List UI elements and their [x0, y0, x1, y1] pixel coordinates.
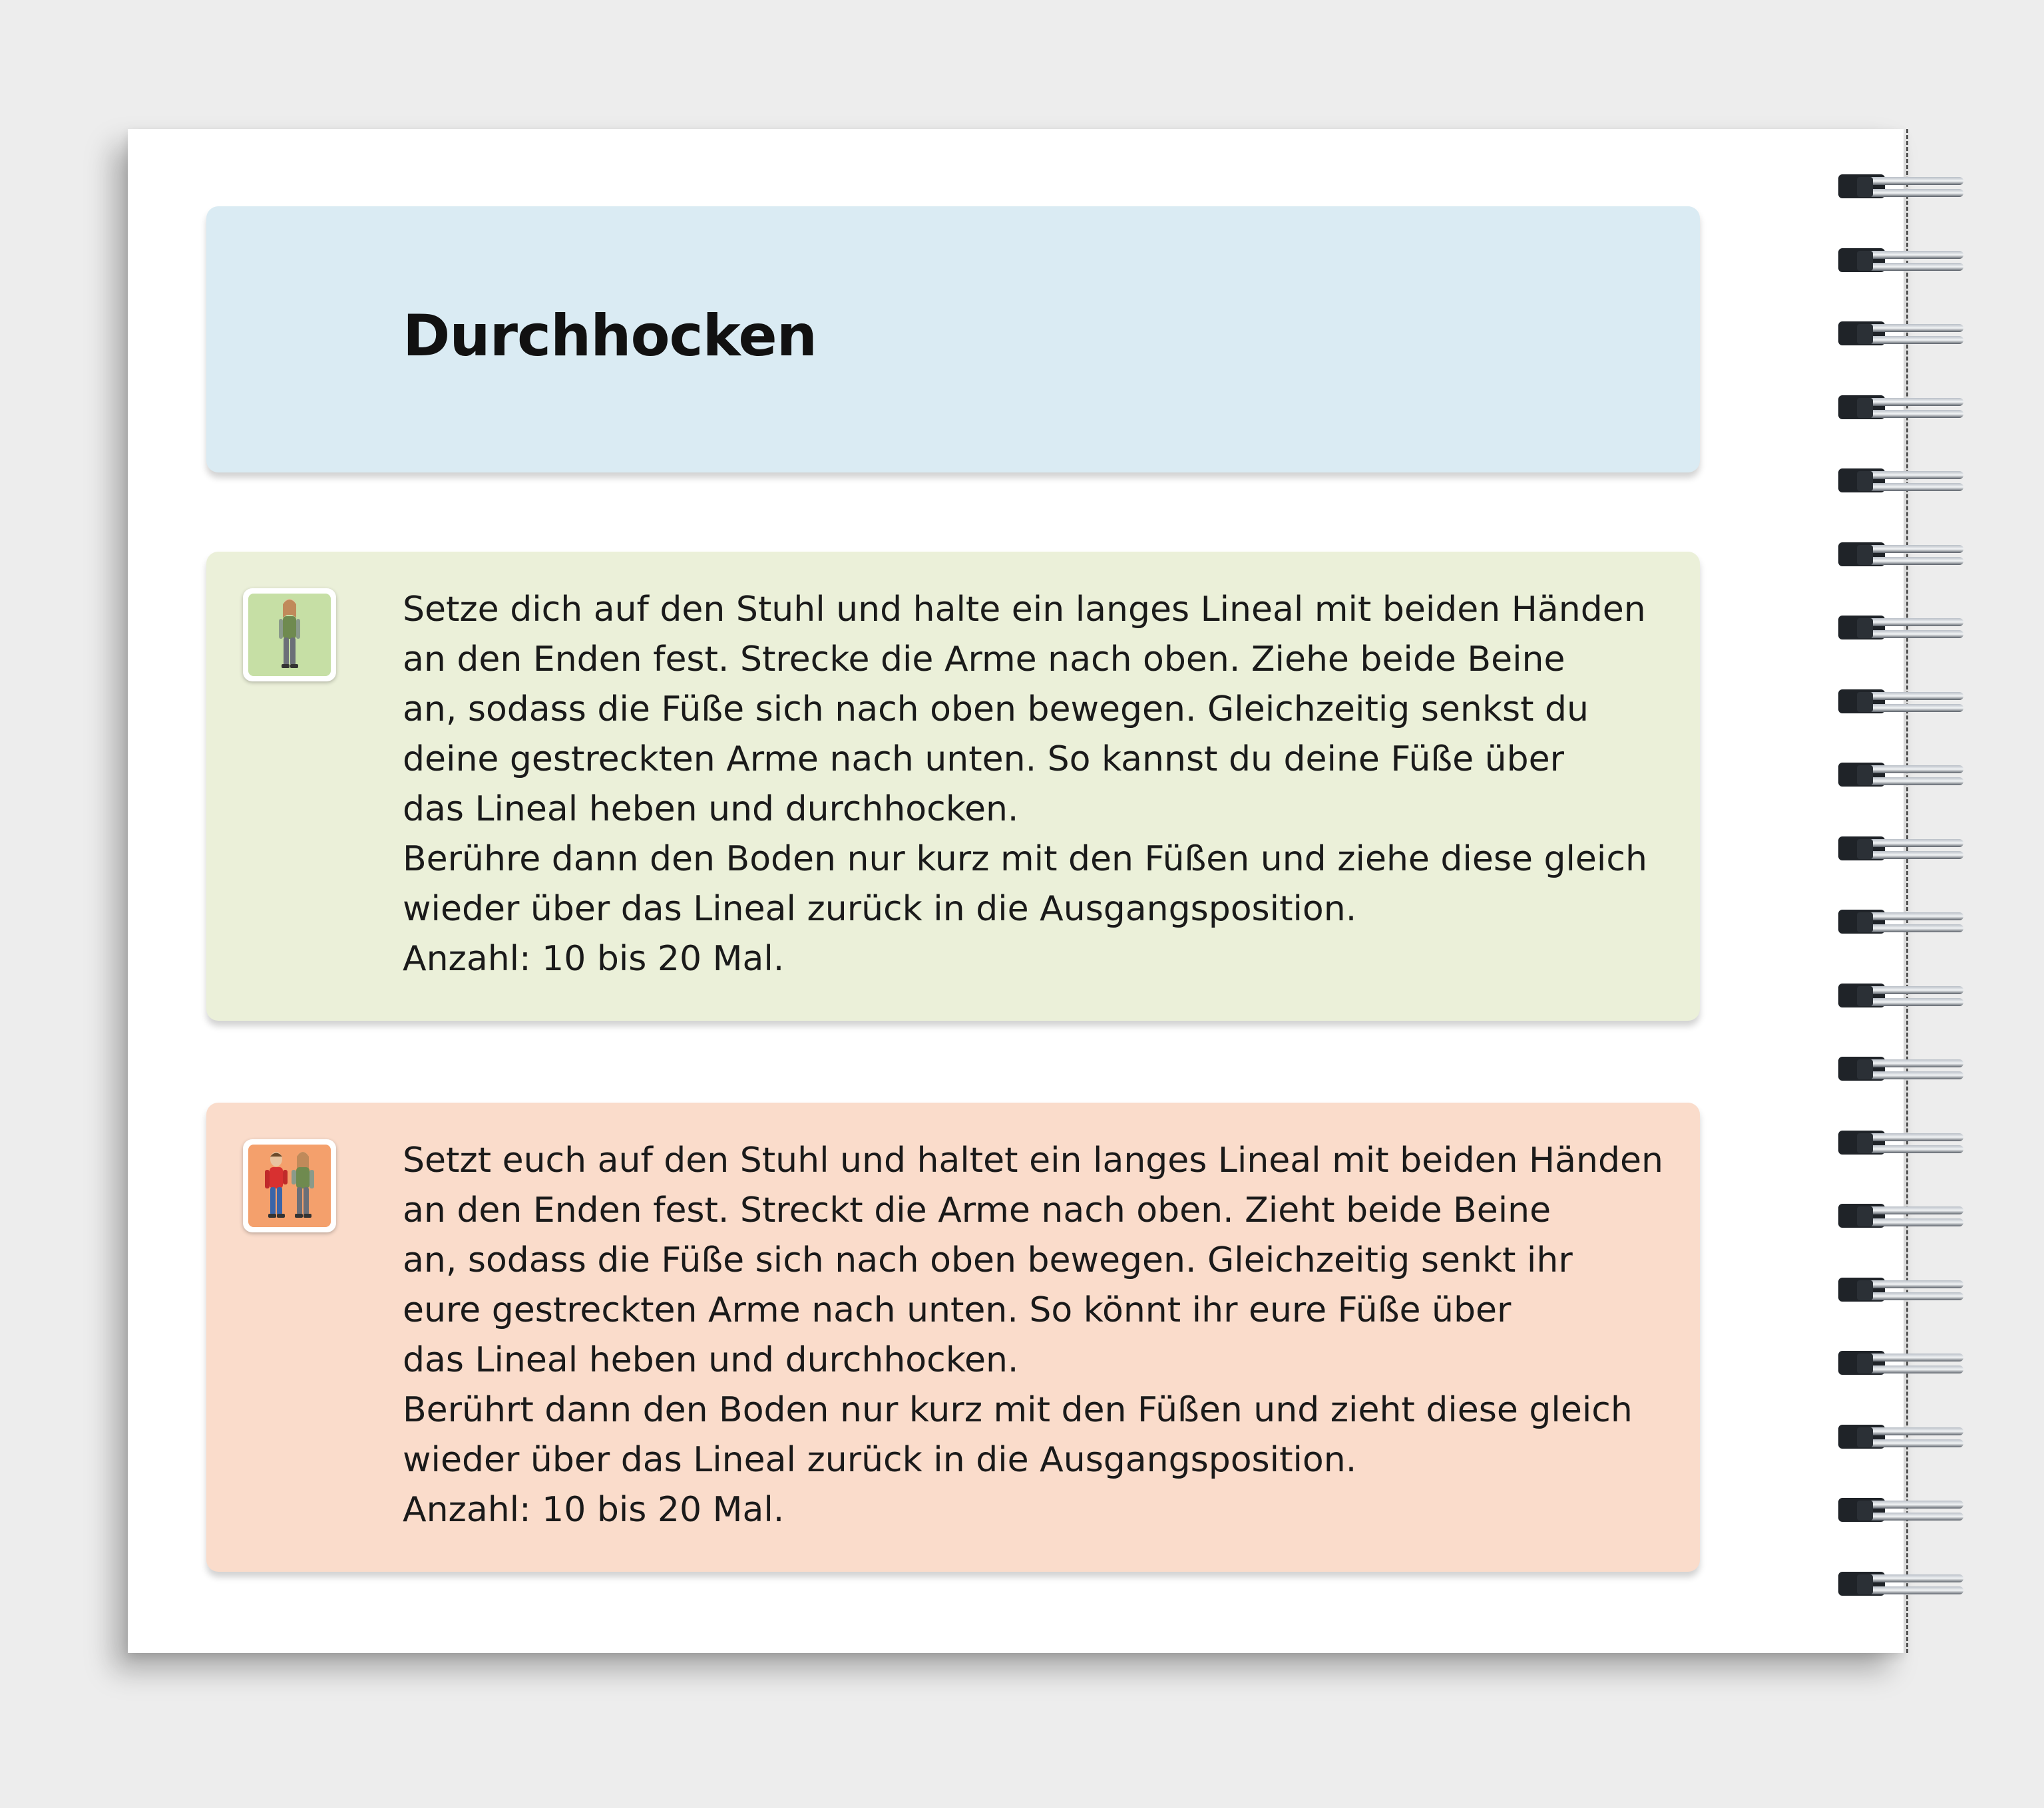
pair-exercise-card [206, 1103, 1700, 1572]
text-line: Setze dich auf den Stuhl und halte ein langes Lineal mit beiden Händen [403, 590, 1646, 630]
notebook-page [128, 129, 1904, 1653]
spiral-coil-icon [1837, 460, 1970, 500]
text-line: Berührt dann den Boden nur kurz mit den Füßen und zieht diese gleich [403, 1390, 1633, 1430]
text-line: deine gestreckten Arme nach unten. So kannst du deine Füße über [403, 739, 1565, 779]
spiral-coil-icon [1837, 1049, 1970, 1089]
single-exercise-card [206, 552, 1700, 1021]
spiral-coil-icon [1837, 1270, 1970, 1310]
title-card [206, 206, 1700, 472]
spiral-coil-icon [1837, 1490, 1970, 1530]
spiral-coil-icon [1837, 755, 1970, 795]
spiral-coil-icon [1837, 681, 1970, 721]
text-line: eure gestreckten Arme nach unten. So könnt ihr eure Füße über [403, 1290, 1512, 1330]
text-line: Berühre dann den Boden nur kurz mit den Füßen und ziehe diese gleich [403, 839, 1647, 879]
spiral-coil-icon [1837, 387, 1970, 427]
spiral-coil-icon [1837, 828, 1970, 868]
spiral-coil-icon [1837, 1564, 1970, 1604]
text-line: an den Enden fest. Streckt die Arme nach oben. Zieht beide Beine [403, 1190, 1551, 1230]
text-line: wieder über das Lineal zurück in die Ausgangsposition. [403, 889, 1357, 929]
single-person-icon [243, 588, 336, 681]
spiral-coil-icon [1837, 166, 1970, 206]
text-line: das Lineal heben und durchhocken. [403, 1340, 1019, 1380]
spiral-coil-icon [1837, 902, 1970, 942]
spiral-coil-icon [1837, 1417, 1970, 1457]
text-line: an, sodass die Füße sich nach oben bewegen. Gleichzeitig senkst du [403, 689, 1589, 729]
spiral-binding [1837, 166, 1970, 1630]
spiral-coil-icon [1837, 534, 1970, 574]
spiral-coil-icon [1837, 1343, 1970, 1383]
two-persons-icon [243, 1139, 336, 1232]
spiral-coil-icon [1837, 1196, 1970, 1236]
text-line: an den Enden fest. Strecke die Arme nach oben. Ziehe beide Beine [403, 639, 1565, 679]
pair-instructions [403, 1136, 1681, 1535]
spiral-coil-icon [1837, 1123, 1970, 1163]
text-line: Anzahl: 10 bis 20 Mal. [403, 1490, 785, 1530]
text-line: das Lineal heben und durchhocken. [403, 789, 1019, 829]
text-line: Anzahl: 10 bis 20 Mal. [403, 939, 785, 979]
spiral-coil-icon [1837, 313, 1970, 353]
single-instructions [403, 585, 1681, 984]
page-title: Durchhocken [403, 303, 817, 369]
text-line: Setzt euch auf den Stuhl und haltet ein langes Lineal mit beiden Händen [403, 1141, 1663, 1180]
spiral-coil-icon [1837, 608, 1970, 647]
text-line: wieder über das Lineal zurück in die Ausgangsposition. [403, 1440, 1357, 1480]
spiral-coil-icon [1837, 240, 1970, 280]
text-line: an, sodass die Füße sich nach oben bewegen. Gleichzeitig senkt ihr [403, 1240, 1573, 1280]
spiral-coil-icon [1837, 976, 1970, 1015]
